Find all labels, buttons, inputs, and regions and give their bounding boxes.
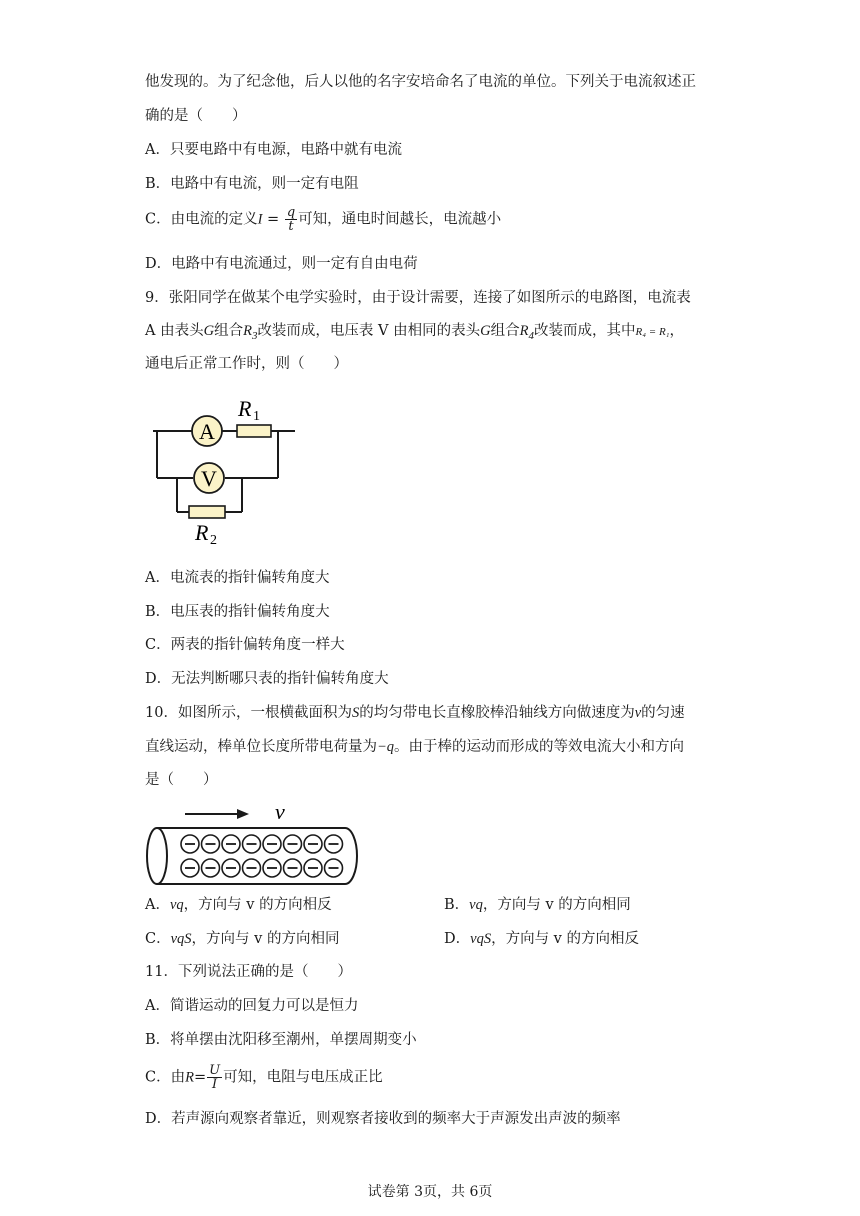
q9-circuit-diagram — [145, 390, 305, 555]
velocity-arrow-icon — [237, 809, 249, 819]
ammeter-symbol — [192, 416, 222, 446]
q8-option-b: B．电路中有电流，则一定有电阻 — [145, 176, 359, 192]
resistor-r1 — [237, 396, 271, 437]
q10-stem-line3: 是（ ） — [145, 772, 218, 788]
q10-rod-diagram — [145, 798, 365, 890]
q10-option-b: B．vq，方向与 v 的方向相同 — [444, 897, 631, 913]
q9-option-b: B．电压表的指针偏转角度大 — [145, 604, 330, 620]
svg-text:R: R — [238, 396, 252, 421]
q10-option-d: D．vqS，方向与 v 的方向相反 — [444, 931, 639, 947]
q8-stem-line1: 他发现的。为了纪念他，后人以他的名字安培命名了电流的单位。下列关于电流叙述正 — [145, 74, 696, 90]
resistor-r2 — [189, 506, 225, 548]
svg-text:A: A — [199, 419, 215, 444]
q11-option-d: D．若声源向观察者靠近，则观察者接收到的频率大于声源发出声波的频率 — [145, 1111, 621, 1127]
q10-option-c: C．vqS，方向与 v 的方向相同 — [145, 931, 340, 947]
q8-option-c: C．由电流的定义I = $\frac{q}{t}$ 可知，通电时间越长，电流越小 — [145, 205, 502, 234]
q11-option-c: C．由R= $\frac{U}{I}$ 可知，电阻与电压成正比 — [145, 1063, 383, 1092]
q8-stem-line2: 确的是（ ） — [145, 108, 247, 124]
fraction-u-over-i: $\frac{U}{I}$ — [209, 1063, 221, 1092]
svg-text:v: v — [275, 799, 285, 824]
q9-stem-line3: 通电后正常工作时，则（ ） — [145, 356, 348, 372]
q9-stem-line2: A 由表头G组合$R_3$改装而成，电压表 V 由相同的表头G组合$R_4$改装而成，其中R₄ = R₁， — [145, 323, 684, 342]
formula-i: I — [257, 211, 263, 228]
svg-text:R: R — [195, 520, 209, 545]
q9-option-c: C．两表的指针偏转角度一样大 — [145, 637, 345, 653]
q8-option-a: A．只要电路中有电源，电路中就有电流 — [145, 142, 402, 158]
q10-option-a: A．vq，方向与 v 的方向相反 — [145, 897, 332, 913]
q10-stem-line2: 直线运动，棒单位长度所带电荷量为−q。由于棒的运动而形成的等效电流大小和方向 — [145, 739, 685, 755]
fraction-q-over-t: $\frac{q}{t}$ — [286, 205, 296, 234]
q11-option-a: A．简谐运动的回复力可以是恒力 — [145, 998, 359, 1014]
svg-text:V: V — [201, 466, 217, 491]
q9-option-d: D．无法判断哪只表的指针偏转角度大 — [145, 671, 389, 687]
voltmeter-symbol — [194, 463, 224, 493]
q11-stem: 11．下列说法正确的是（ ） — [145, 964, 352, 980]
page-footer: 试卷第 3页，共 6页 — [367, 1184, 493, 1200]
q8-option-d: D．电路中有电流通过，则一定有自由电荷 — [145, 256, 418, 272]
svg-text:2: 2 — [210, 533, 217, 548]
q11-option-b: B．将单摆由沈阳移至潮州，单摆周期变小 — [145, 1032, 417, 1048]
q9-option-a: A．电流表的指针偏转角度大 — [145, 570, 330, 586]
svg-text:1: 1 — [253, 409, 260, 424]
q9-stem-line1: 9．张阳同学在做某个电学实验时，由于设计需要，连接了如图所示的电路图，电流表 — [145, 290, 691, 306]
q10-stem-line1: 10．如图所示，一根横截面积为S的均匀带电长直橡胶棒沿轴线方向做速度为v的匀速 — [145, 705, 685, 721]
